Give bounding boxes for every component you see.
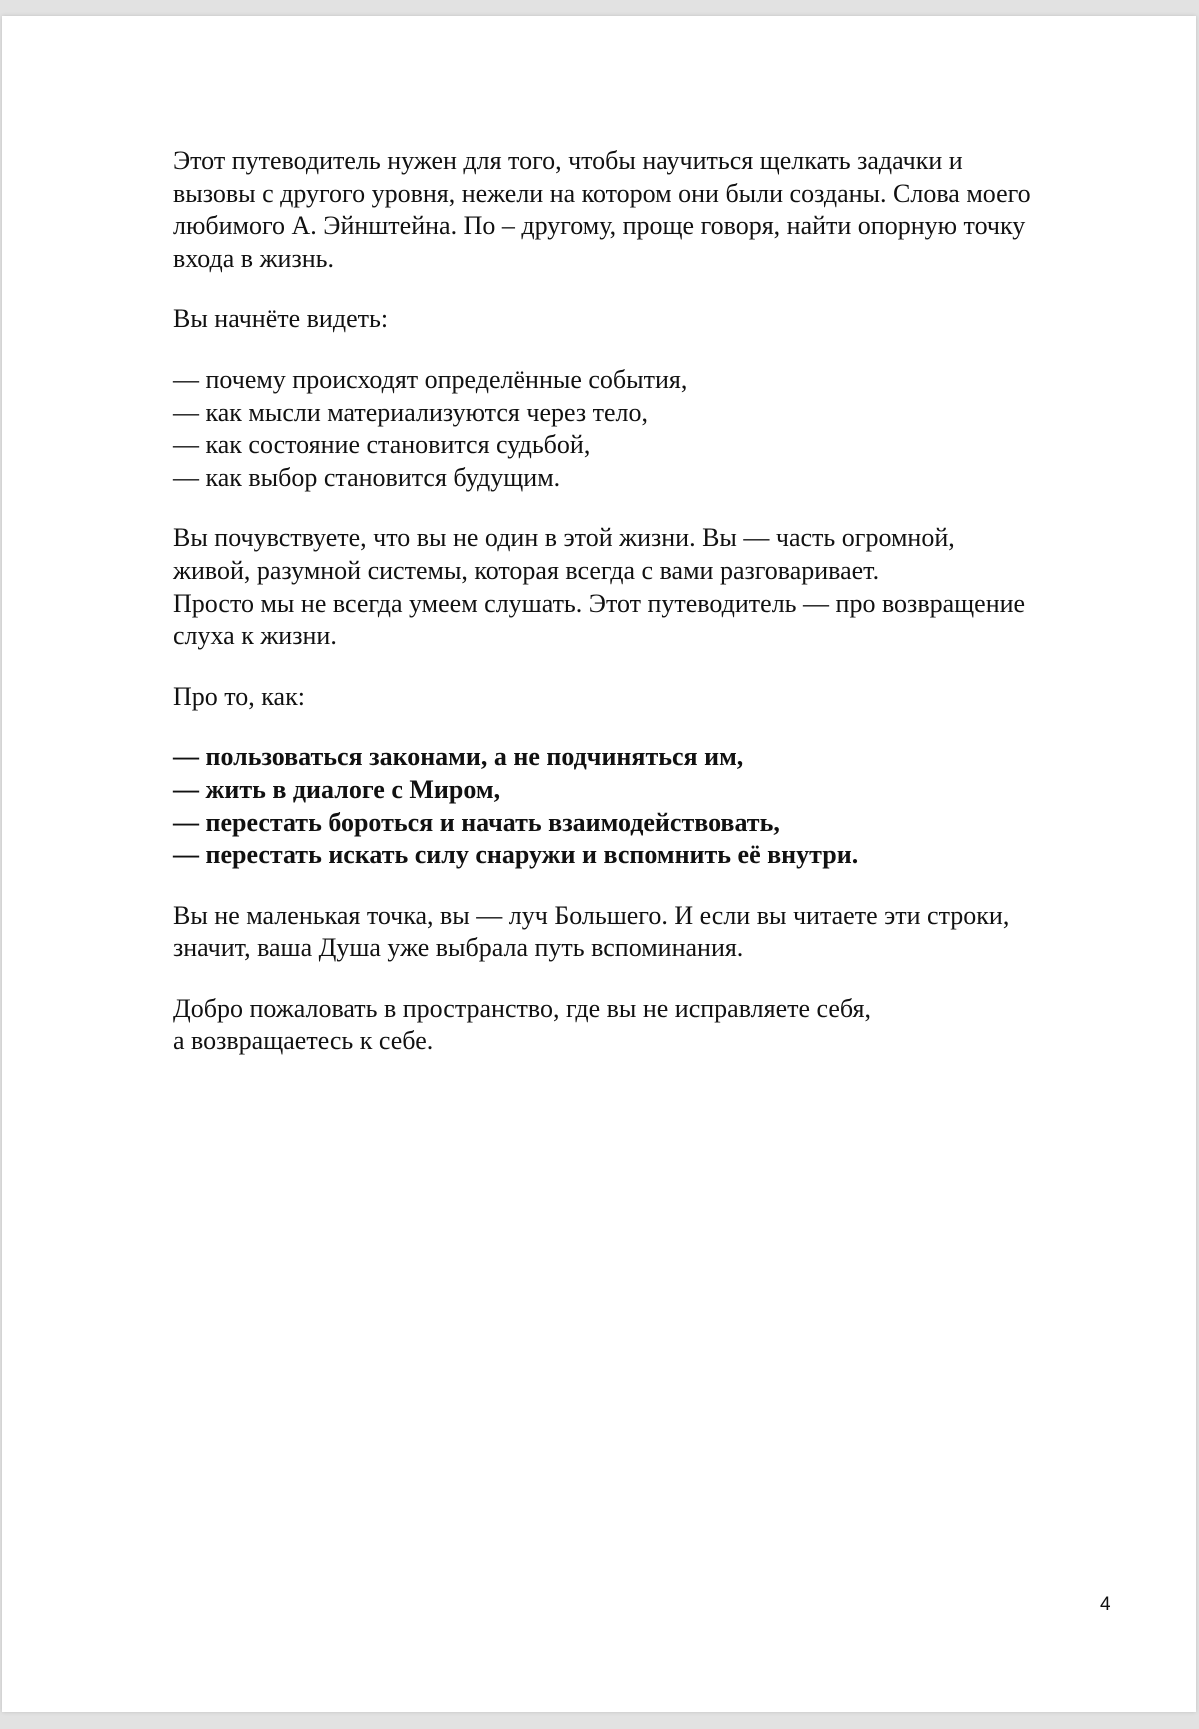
intro-paragraph — [173, 145, 1123, 275]
text-line: — перестать бороться и начать взаимодействовать, — [173, 807, 780, 837]
text-line: Этот путеводитель нужен для того, чтобы научиться щелкать задачки и — [173, 146, 963, 175]
you-will-see-heading — [173, 303, 1123, 336]
document-page — [2, 16, 1196, 1712]
you-will-see-list — [173, 364, 1123, 494]
text-line: — как выбор становится будущим. — [173, 462, 561, 492]
text-line: входа в жизнь. — [173, 243, 335, 273]
page-content — [173, 145, 1123, 1086]
text-line: — жить в диалоге с Миром, — [173, 774, 501, 804]
text-line: любимого А. Эйнштейна. По – другому, проще говоря, найти опорную точку — [173, 211, 1026, 241]
text-line: вызовы с другого уровня, нежели на котором они были созданы. Слова моего — [173, 178, 1031, 208]
text-line: — почему происходят определённые события, — [173, 364, 688, 394]
text-line: — как состояние становится судьбой, — [173, 430, 591, 460]
text-line: а возвращаетесь к себе. — [173, 1026, 434, 1056]
text-line: — пользоваться законами, а не подчиняться им, — [173, 742, 744, 772]
text-line: — как мысли материализуются через тело, — [173, 397, 648, 427]
text-line: Просто мы не всегда умеем слушать. Этот путеводитель — про возвращение — [173, 588, 1026, 618]
text-line: — перестать искать силу снаружи и вспомнить её внутри. — [173, 840, 859, 870]
text-line: Вы начнёте видеть: — [173, 304, 389, 334]
about-how-heading — [173, 681, 1123, 714]
text-line: живой, разумной системы, которая всегда с вами разговаривает. — [173, 555, 880, 585]
welcome-paragraph — [173, 993, 1123, 1058]
not-alone-paragraph — [173, 522, 1123, 652]
text-line: слуха к жизни. — [173, 621, 337, 651]
text-line: Вы почувствуете, что вы не один в этой жизни. Вы — часть огромной, — [173, 523, 955, 553]
text-line: Добро пожаловать в пространство, где вы не исправляете себя, — [173, 993, 871, 1023]
ray-paragraph — [173, 900, 1123, 965]
text-line: Вы не маленькая точка, вы — луч Большего. И если вы читаете эти строки, — [173, 900, 1010, 930]
about-how-list — [173, 741, 1123, 871]
text-line: значит, ваша Душа уже выбрала путь вспоминания. — [173, 933, 744, 963]
text-line: Про то, как: — [173, 681, 305, 711]
page-number: 4 — [1100, 1594, 1111, 1615]
